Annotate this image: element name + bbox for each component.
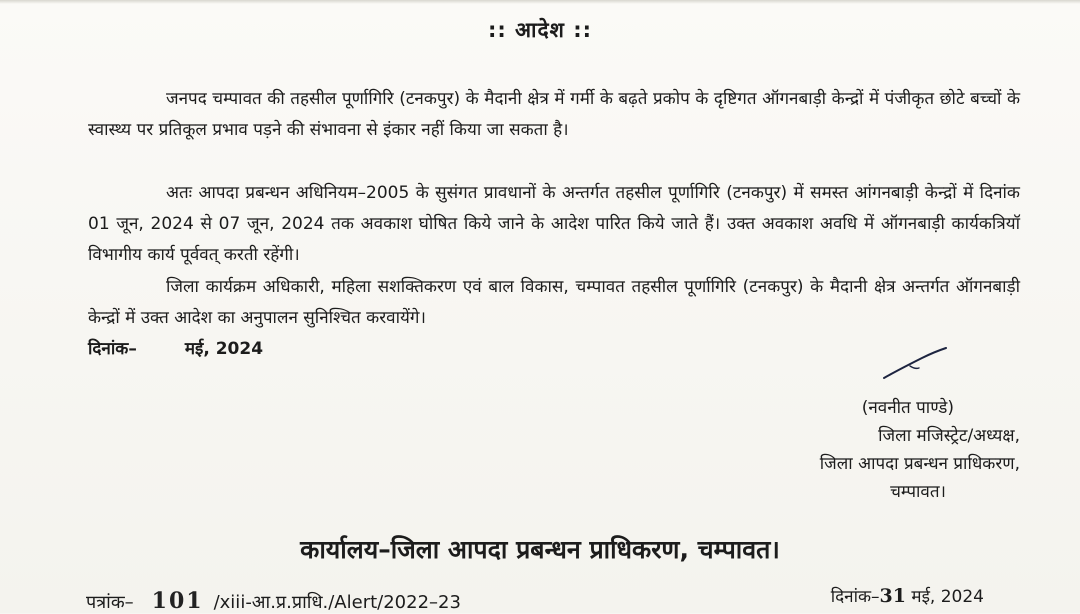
- signatory-authority: जिला आपदा प्रबन्धन प्राधिकरण,: [819, 454, 1020, 474]
- office-title: कार्यालय–जिला आपदा प्रबन्धन प्राधिकरण, चम्पावत।: [300, 535, 780, 564]
- page-edge-shadow: [0, 0, 1080, 4]
- order-heading: :: आदेश ::: [487, 18, 593, 42]
- paragraph-2: अतः आपदा प्रबन्धन अधिनियम–2005 के सुसंगत प्रावधानों के अन्तर्गत तहसील पूर्णागिरि (टनकपुर) में समस्त आंगनबाड़ी केन्द्रों में दिनांक 01 जून, 2024 से 07 जून, 2024 तक अवकाश घोषित किये जाने के आदेश पारित किये जाते हैं। उक्त अवकाश अवधि में ऑगनबाड़ी कार्यकत्रियॉ विभागीय कार्य पूर्ववत् करती रहेंगी।: [88, 183, 1020, 265]
- reference-label: पत्रांक–: [86, 592, 134, 613]
- issue-date-label: दिनांक–: [88, 339, 137, 359]
- signatory-name: (नवनीत पाण्डे): [861, 398, 954, 418]
- signatory-place: चम्पावत।: [890, 482, 946, 502]
- reference-date-label: दिनांक–: [830, 587, 880, 607]
- issue-date-value: मई, 2024: [184, 339, 264, 359]
- reference-date-value: मई, 2024: [911, 587, 984, 607]
- signatory-block: [720, 394, 1020, 506]
- paragraph-1: जनपद चम्पावत की तहसील पूर्णागिरि (टनकपुर) के मैदानी क्षेत्र में गर्मी के बढ़ते प्रकोप के दृष्टिगत ऑगनबाड़ी केन्द्रों में पंजीकृत छोटे बच्चों के स्वास्थ्य पर प्रतिकूल प्रभाव पड़ने की संभावना से इंकार नहीं किया जा सकता है।: [88, 89, 1020, 140]
- paragraph-3: जिला कार्यक्रम अधिकारी, महिला सशक्तिकरण एवं बाल विकास, चम्पावत तहसील पूर्णागिरि (टनकपुर) के मैदानी क्षेत्र अन्तर्गत ऑगनबाड़ी केन्द्रों में उक्त आदेश का अनुपालन सुनिश्चित करवायेंगे।: [88, 277, 1020, 328]
- reference-handwritten-number: 101: [151, 588, 204, 614]
- reference-code: /xiii-आ.प्र.प्राधि./Alert/2022–23: [213, 592, 461, 613]
- reference-date-handwritten-day: 31: [879, 585, 906, 607]
- handwritten-signature: [880, 346, 950, 382]
- reference-date: [831, 584, 984, 607]
- reference-number: [86, 588, 461, 614]
- signatory-designation: जिला मजिस्ट्रेट/अध्यक्ष,: [878, 426, 1020, 446]
- issue-date: [88, 336, 263, 359]
